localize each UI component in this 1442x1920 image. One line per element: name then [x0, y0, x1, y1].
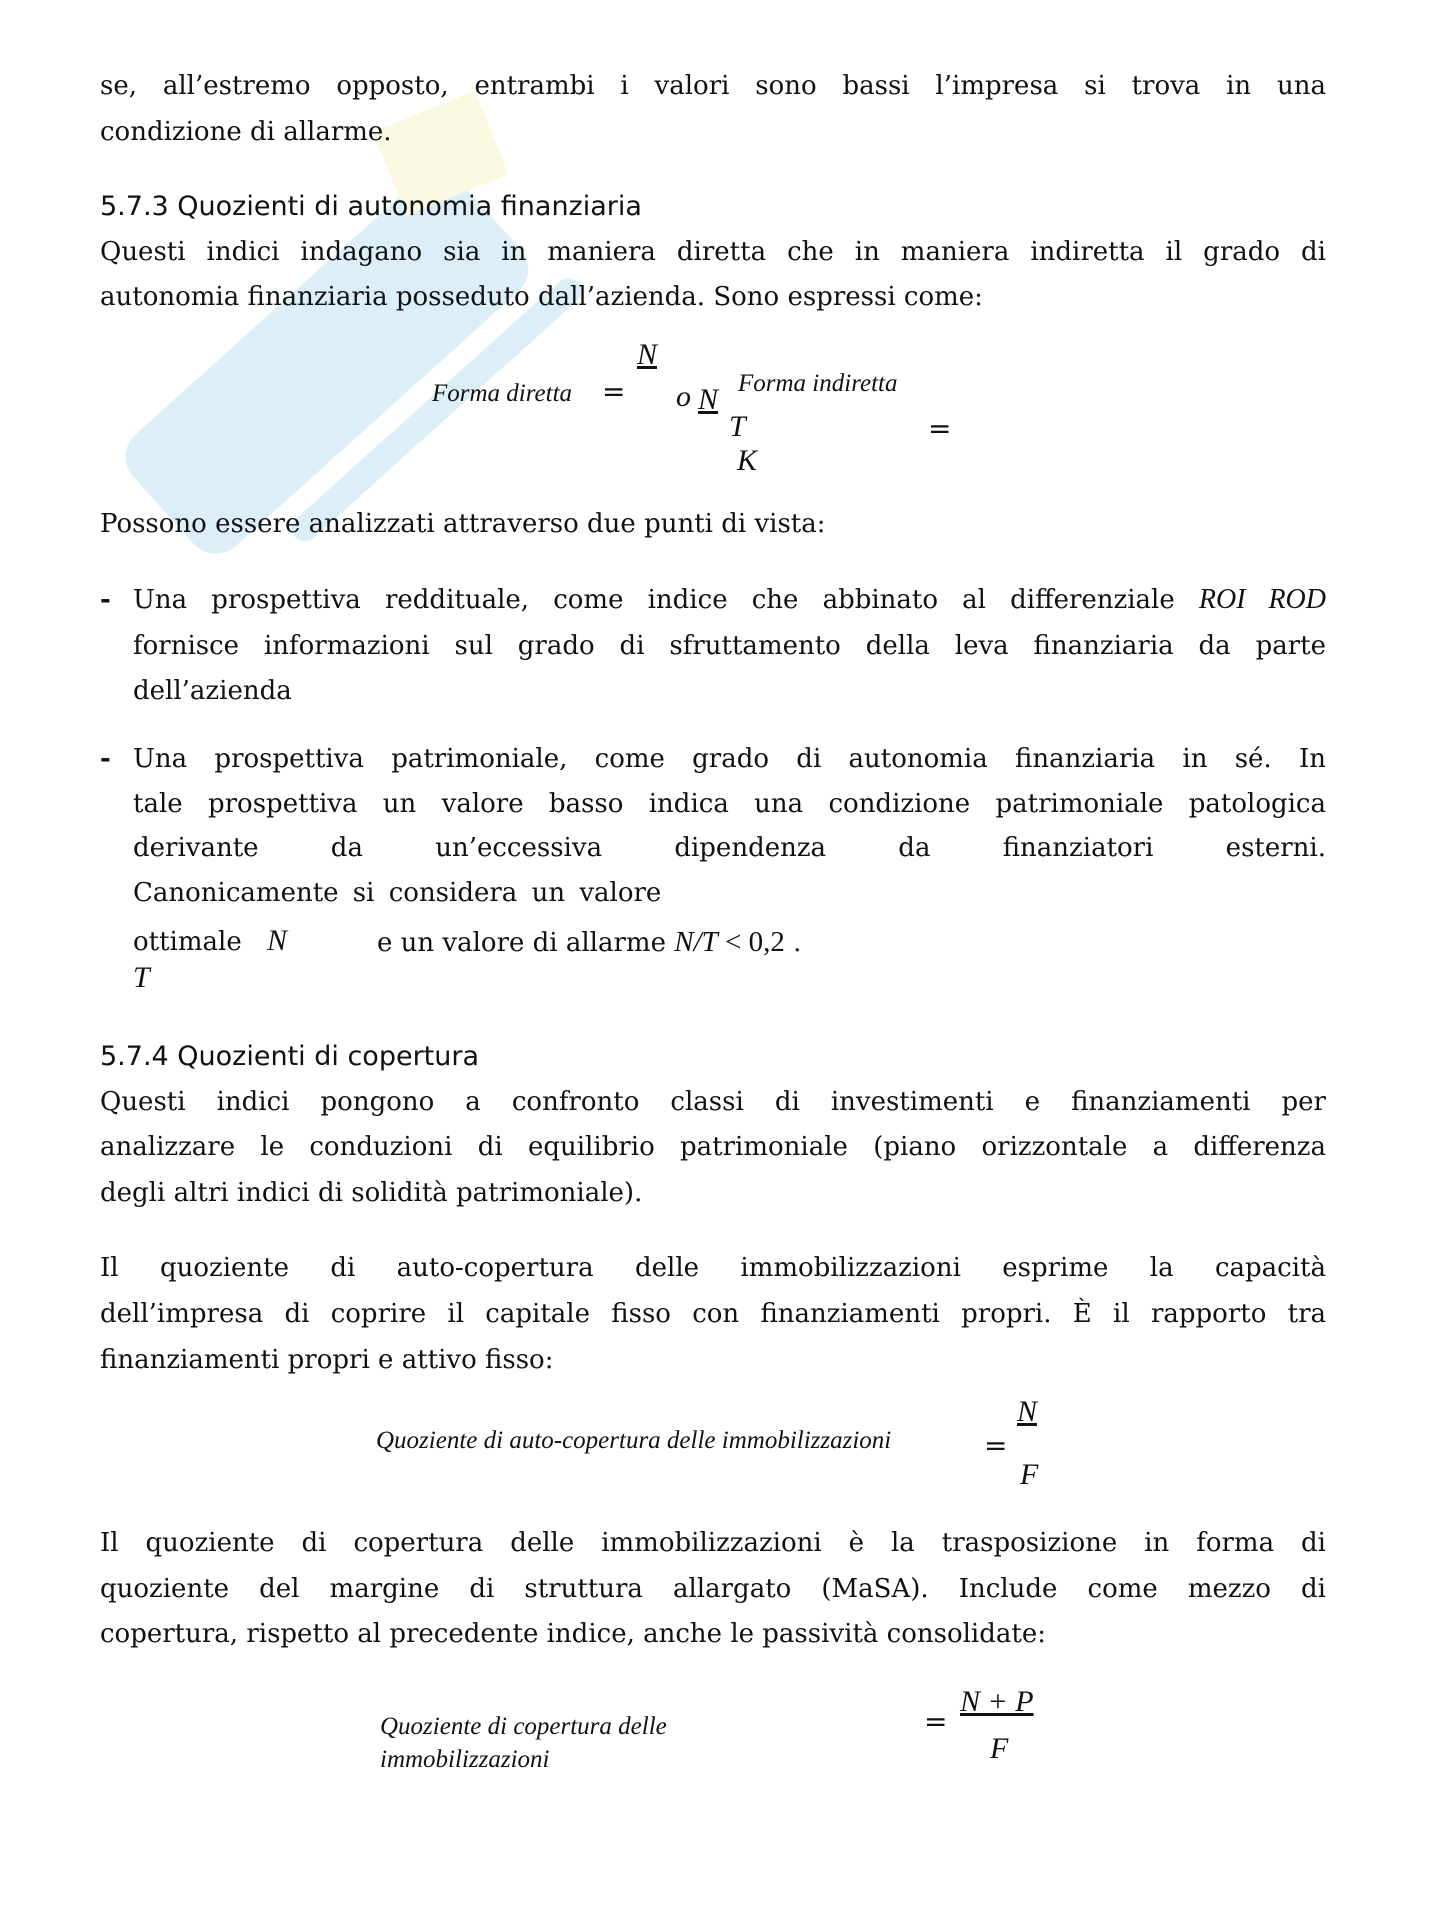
math-condition: < 0,2 [717, 926, 785, 958]
text-line: Il quoziente di auto-copertura delle immobilizzazioni esprime la capacità [100, 1253, 1326, 1283]
text-line: finanziamenti propri e attivo fisso: [100, 1345, 554, 1375]
text-line: Questi indici indagano sia in maniera diretta che in maniera indiretta il grado di [100, 237, 1326, 267]
text-line: condizione di allarme. [100, 117, 392, 147]
formula-denominator: F [1020, 1458, 1039, 1491]
section-heading-574: 5.7.4 Quozienti di copertura [100, 1041, 480, 1072]
text-fragment: ottimale [133, 927, 242, 957]
text-fragment: . [784, 928, 802, 958]
formula-denominator: F [990, 1732, 1009, 1765]
text-line: analizzare le conduzioni di equilibrio patrimoniale (piano orizzontale a differenza [100, 1132, 1326, 1162]
section-heading-573: 5.7.3 Quozienti di autonomia finanziaria [100, 191, 642, 222]
text-line: copertura, rispetto al precedente indice, anche le passività consolidate: [100, 1619, 1046, 1649]
text-line: tale prospettiva un valore basso indica una condizione patrimoniale patologica [133, 789, 1326, 819]
formula-label: immobilizzazioni [380, 1746, 550, 1773]
formula-denominator: T [729, 410, 746, 443]
formula-numerator [1017, 1397, 1037, 1427]
bullet-dash: - [100, 744, 111, 774]
text-line: autonomia finanziaria posseduto dall’azienda. Sono espressi come: [100, 282, 983, 312]
formula-numerator [960, 1687, 1034, 1717]
bullet-dash: - [100, 585, 111, 615]
formula-numerator-text: N + P [960, 1685, 1034, 1718]
formula-numerator [637, 340, 657, 370]
text-line: degli altri indici di solidità patrimoniale). [100, 1178, 643, 1208]
formula-label: Quoziente di copertura delle [380, 1713, 667, 1740]
equals-sign: = [602, 375, 626, 408]
formula-connector: o [676, 380, 691, 413]
text-line: dell’azienda [133, 676, 292, 706]
formula-numerator-text: N [698, 383, 719, 416]
equals-sign: = [924, 1705, 948, 1738]
text-line: Possono essere analizzati attraverso due punti di vista: [100, 509, 826, 539]
equals-sign: = [928, 412, 952, 445]
text-line: Il quoziente di copertura delle immobilizzazioni è la trasposizione in forma di [100, 1528, 1326, 1558]
fraction-numerator: N [267, 924, 288, 957]
equals-sign: = [984, 1429, 1008, 1462]
watermark-tagline-shape [286, 273, 586, 547]
formula-denominator: K [737, 444, 758, 477]
text-line [377, 925, 801, 960]
text-line: Questi indici pongono a confronto classi di investimenti e finanziamenti per [100, 1087, 1326, 1117]
text-line: dell’impresa di coprire il capitale fisso con finanziamenti propri. È il rapporto tra [100, 1299, 1326, 1329]
text-fragment: Una prospettiva reddituale, come indice che abbinato al differenziale [133, 585, 1199, 615]
formula-label: Forma diretta [432, 380, 573, 407]
formula-numerator-text: N [637, 338, 658, 371]
formula-label: Forma indiretta [738, 370, 898, 397]
text-line: se, all’estremo opposto, entrambi i valori sono bassi l’impresa si trova in una [100, 71, 1326, 101]
text-line: fornisce informazioni sul grado di sfruttamento della leva finanziaria da parte [133, 631, 1326, 661]
text-line: Canonicamente si considera un valore [133, 878, 662, 908]
emphasis-roi-rod: ROI ROD [1198, 584, 1326, 615]
text-line: quoziente del margine di struttura allargato (MaSA). Include come mezzo di [100, 1574, 1326, 1604]
formula-numerator-text: N [1017, 1395, 1038, 1428]
text-line: derivante da un’eccessiva dipendenza da finanziatori esterni. [133, 833, 1326, 863]
text-line: Una prospettiva patrimoniale, come grado di autonomia finanziaria in sé. In [133, 744, 1326, 774]
formula-label: Quoziente di auto-copertura delle immobilizzazioni [376, 1427, 892, 1454]
text-line [133, 583, 1326, 617]
math-expression: N/T [674, 926, 718, 958]
formula-numerator [698, 385, 718, 415]
fraction-denominator: T [133, 961, 150, 994]
text-fragment: e un valore di allarme [377, 928, 675, 958]
